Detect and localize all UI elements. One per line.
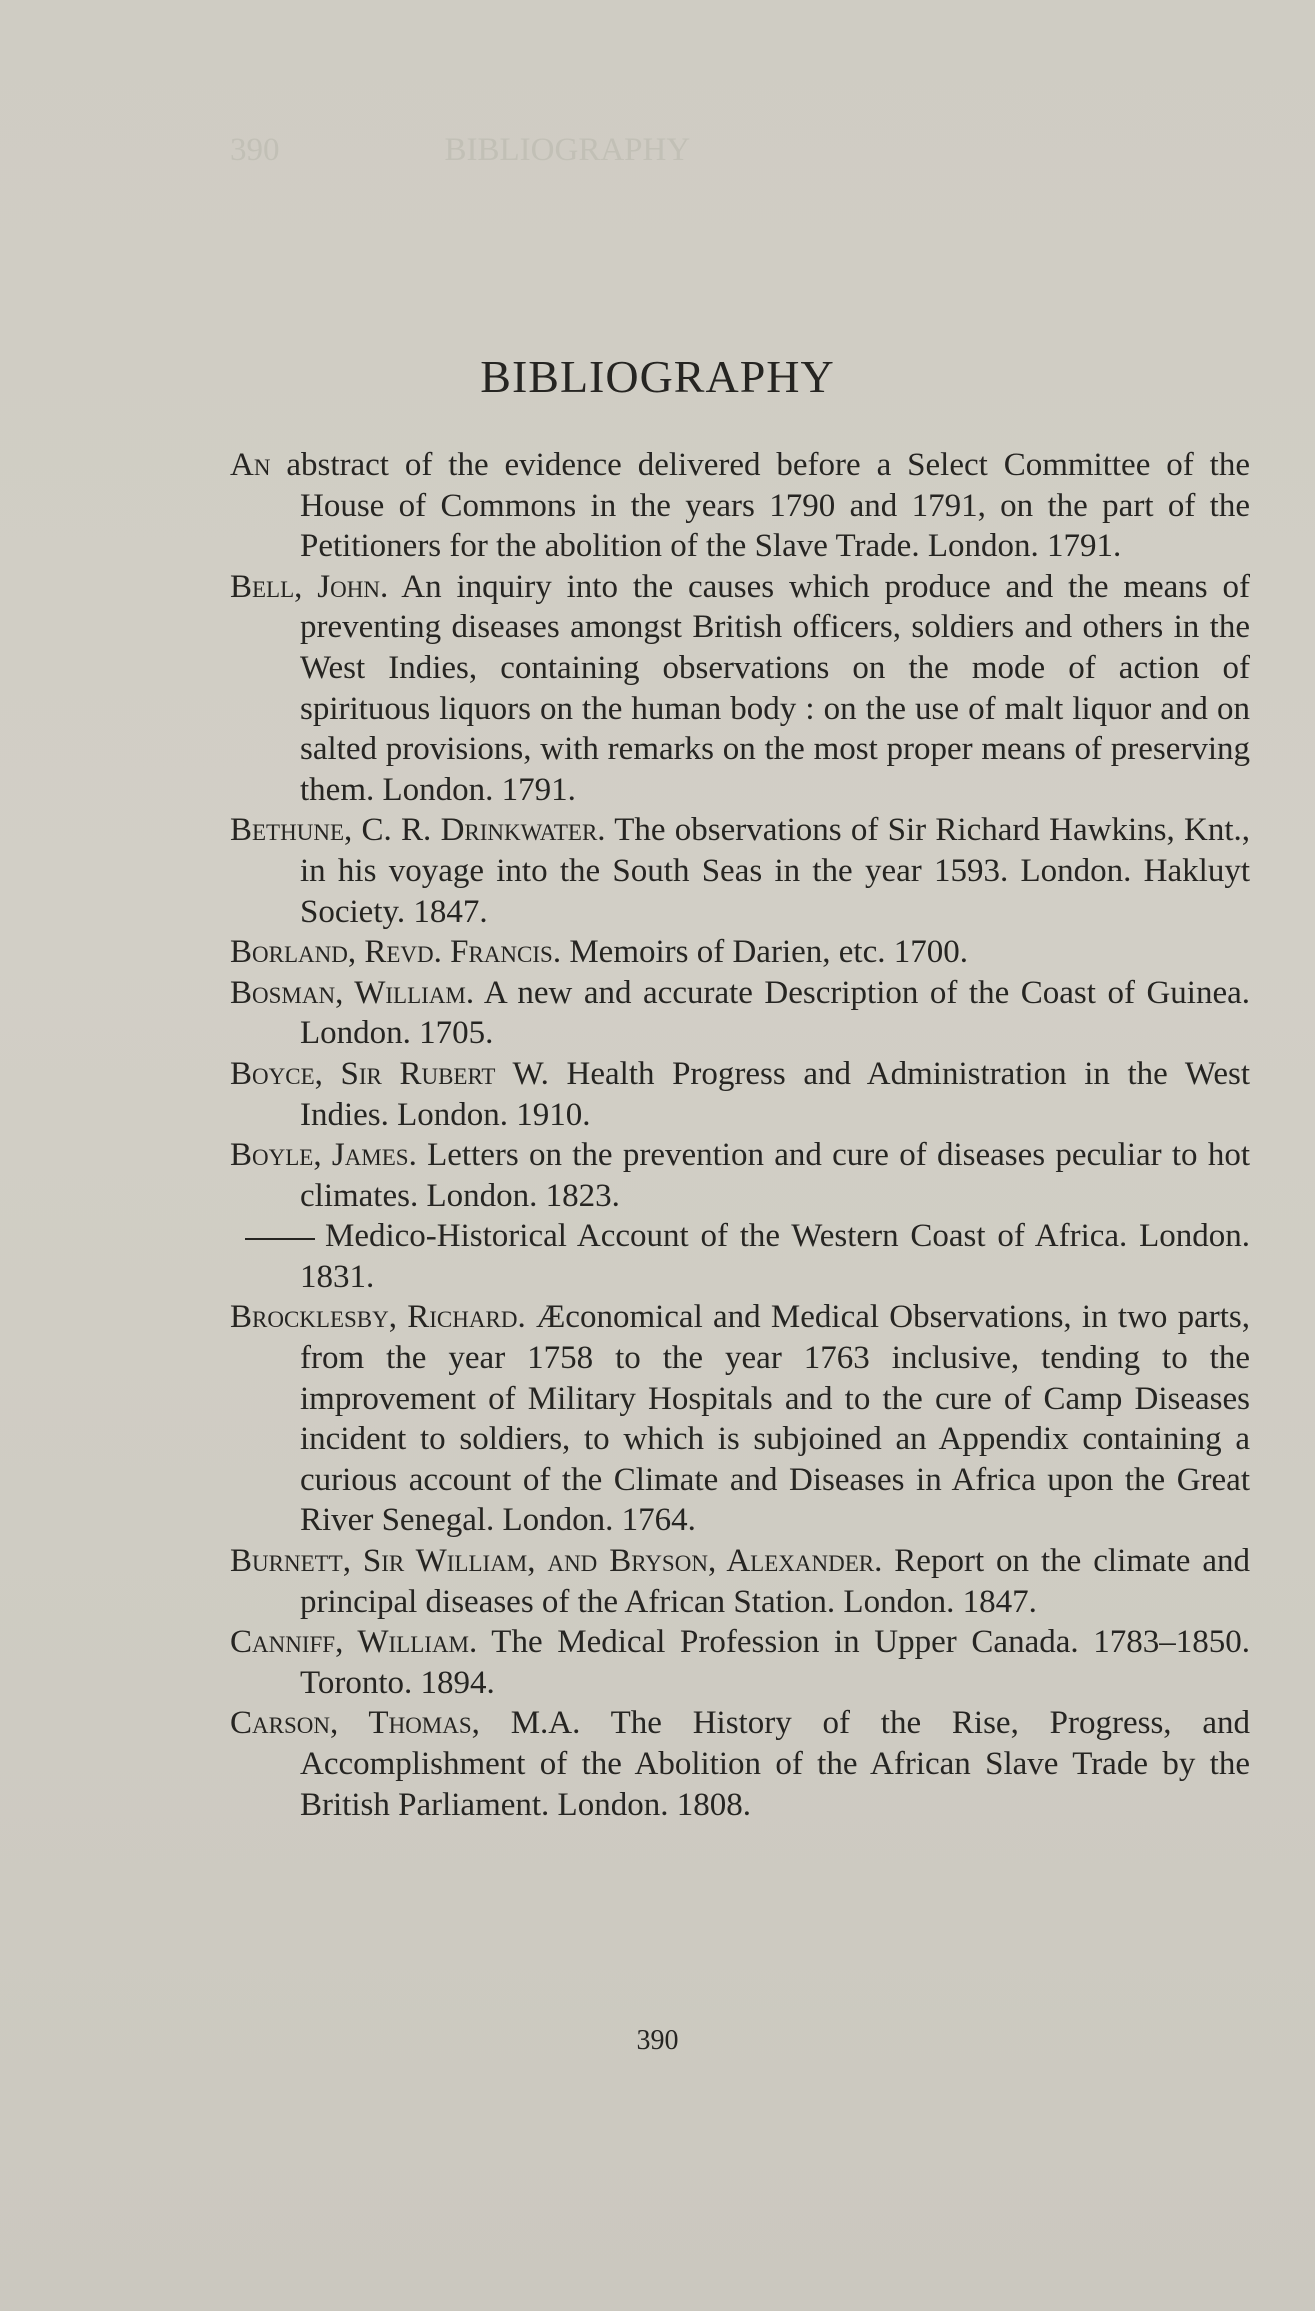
entry-author: Bell, John. [230, 568, 389, 605]
bibliography-entry [230, 1622, 1250, 1703]
ditto-dash [245, 1238, 315, 1240]
entry-author: Boyce, Sir Rubert W. [230, 1055, 549, 1092]
entry-text: An inquiry into the causes which produce and the means of preventing diseases amongst British officers, soldiers and others in the West Indies, containing observations on the mode of action of spirituous liquors on the human body : on the use of malt liquor and on salted provisions, with remarks on the most proper means of preserving them. London. 1791. [300, 568, 1250, 808]
entry-text: abstract of the evidence delivered before a Select Committee of the House of Commons in the years 1790 and 1791, on the part of the Petitioners for the abolition of the Slave Trade. London. 1791. [270, 447, 1250, 565]
entry-author: An [230, 447, 271, 483]
entry-text: Medico-Historical Account of the Western Coast of Africa. London. 1831. [300, 1218, 1250, 1295]
bibliography-entry [230, 973, 1250, 1054]
entry-text: Health Progress and Administration in the West Indies. London. 1910. [300, 1055, 1251, 1133]
entry-author: Canniff, William. [230, 1624, 478, 1661]
entry-text: Memoirs of Darien, etc. 1700. [561, 934, 968, 971]
entry-text: The observations of Sir Richard Hawkins, Knt., in his voyage into the South Seas in the year 1593. London. Hakluyt Society. 1847. [300, 812, 1250, 930]
bibliography-entry [230, 445, 1250, 567]
bibliography-entry [230, 1703, 1250, 1825]
entry-author: Brocklesby, Richard. [230, 1299, 526, 1336]
page-title: BIBLIOGRAPHY [480, 351, 835, 402]
entry-text: The History of the Rise, Progress, and Accomplishment of the Abolition of the African Slave Trade by the British Parliament. London. 1808. [300, 1705, 1250, 1823]
entry-text: Report on the climate and principal diseases of the African Station. London. 1847. [300, 1543, 1250, 1620]
entry-text: A new and accurate Description of the Coast of Guinea. London. 1705. [300, 974, 1250, 1052]
page-number: 390 [636, 2025, 679, 2056]
bibliography-entry [230, 567, 1250, 811]
bibliography-entry [230, 1541, 1250, 1622]
entry-author: Bosman, William. [230, 974, 475, 1011]
bibliography-entry [230, 1135, 1250, 1216]
bibliography-entry [230, 1297, 1250, 1541]
entry-text: Letters on the prevention and cure of diseases peculiar to hot climates. London. 1823. [300, 1137, 1250, 1214]
entry-author: Burnett, Sir William, and Bryson, Alexander. [230, 1543, 883, 1580]
bibliography-entry-ditto [230, 1216, 1250, 1297]
entry-text: Æconomical and Medical Observations, in two parts, from the year 1758 to the year 1763 inclusive, tending to the improvement of Military Hospitals and to the cure of Camp Diseases incident to soldiers, to which is subjoined an Appendix containing a curious account of the Climate and Diseases in Africa upon the Great River Senegal. London. 1764. [300, 1299, 1251, 1539]
bleed-through-text: 390 BIBLIOGRAPHY [230, 132, 691, 168]
entry-author: Bethune, C. R. Drinkwater. [230, 812, 606, 849]
bibliography-entry [230, 932, 1250, 973]
entry-text: The Medical Profession in Upper Canada. 1783–1850. Toronto. 1894. [300, 1624, 1250, 1701]
bibliography-entry [230, 1054, 1250, 1135]
entry-author: Boyle, James. [230, 1137, 417, 1174]
entry-author: Borland, Revd. Francis. [230, 934, 562, 971]
bibliography-list [230, 445, 1250, 1825]
entry-author: Carson, Thomas, M.A. [230, 1705, 581, 1742]
bibliography-entry [230, 810, 1250, 932]
